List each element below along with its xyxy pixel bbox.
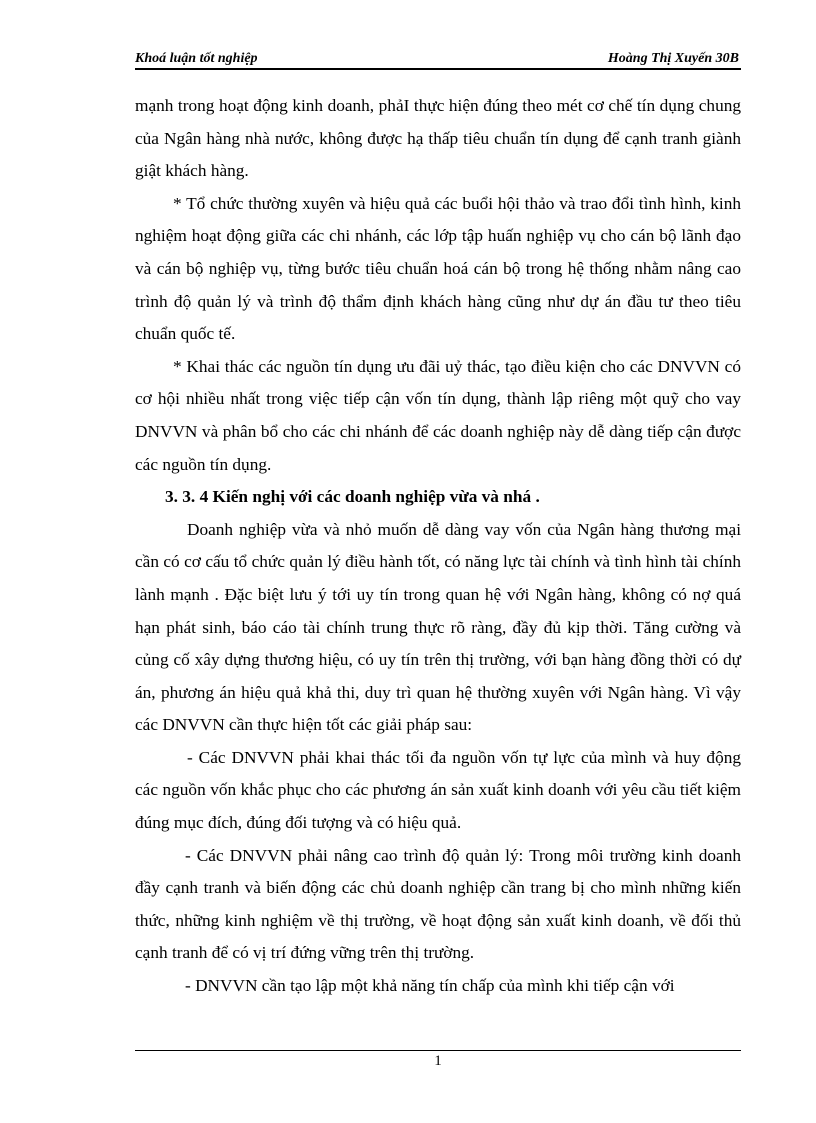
paragraph-training: * Tổ chức thường xuyên và hiệu quả các buổi hội thảo và trao đổi tình hình, kinh nghiệm hoạt động giữa các chi nhánh, các lớp tập huấn nghiệp vụ cho cán bộ lãnh đạo và cán bộ nghiệp vụ, từng bước tiêu chuẩn hoá cán bộ trong hệ thống nhằm nâng cao trình độ quản lý và trình độ thẩm định khách hàng cũng như dự án đầu tư theo tiêu chuẩn quốc tế.: [135, 193, 741, 344]
header-author: Hoàng Thị Xuyến 30B: [607, 51, 739, 66]
section-heading: 3. 3. 4 Kiến nghị với các doanh nghiệp vừa và nhá .: [165, 487, 540, 507]
paragraph-credit-standing: - DNVVN cần tạo lập một khả năng tín chấp của mình khi tiếp cận với: [185, 976, 675, 996]
paragraph-continuation: mạnh trong hoạt động kinh doanh, phảI thực hiện đúng theo mét cơ chế tín dụng chung của Ngân hàng nhà nước, không được hạ thấp tiêu chuẩn tín dụng để cạnh tranh giành giật khách hàng.: [135, 96, 741, 181]
page-number: 1: [434, 1053, 442, 1069]
footer-divider: [135, 1050, 741, 1051]
paragraph-management: - Các DNVVN phải nâng cao trình độ quản lý: Trong môi trường kinh doanh đầy cạnh tranh và biến động các chủ doanh nghiệp cần trang bị cho mình những kiến thức, những kinh nghiệm về thị trường, về hoạt động sản xuất kinh doanh, về đối thủ cạnh tranh để có vị trí đứng vững trên thị trường.: [135, 845, 741, 963]
page-header: [135, 50, 741, 70]
paragraph-credit-sources: * Khai thác các nguồn tín dụng ưu đãi uỷ thác, tạo điều kiện cho các DNVVN có cơ hội nhiều nhất trong việc tiếp cận vốn tín dụng, thành lập riêng một quỹ cho vay DNVVN và phân bổ cho các chi nhánh để các doanh nghiệp này dễ dàng tiếp cận được các nguồn tín dụng.: [135, 356, 741, 474]
paragraph-own-capital: - Các DNVVN phải khai thác tối đa nguồn vốn tự lực của mình và huy động các nguồn vốn khắc phục cho các phương án sản xuất kinh doanh với yêu cầu tiết kiệm đúng mục đích, đúng đối tượng và có hiệu quả.: [135, 747, 741, 833]
paragraph-sme-intro: Doanh nghiệp vừa và nhỏ muốn dễ dàng vay vốn của Ngân hàng thương mại cần có cơ cấu tổ chức quản lý điều hành tốt, có năng lực tài chính và tình hình tài chính lành mạnh . Đặc biệt lưu ý tới uy tín trong quan hệ với Ngân hàng, không có nợ quá hạn phát sinh, báo cáo tài chính trung thực rõ ràng, đầy đủ kịp thời. Tăng cường và củng cố xây dựng thương hiệu, có uy tín trên thị trường, với bạn hàng đồng thời có dự án, phương án hiệu quả khả thi, duy trì quan hệ thường xuyên với Ngân hàng. Vì vậy các DNVVN cần thực hiện tốt các giải pháp sau:: [135, 519, 741, 735]
header-thesis-title: Khoá luận tốt nghiệp: [135, 51, 258, 66]
document-body: [135, 90, 741, 1003]
